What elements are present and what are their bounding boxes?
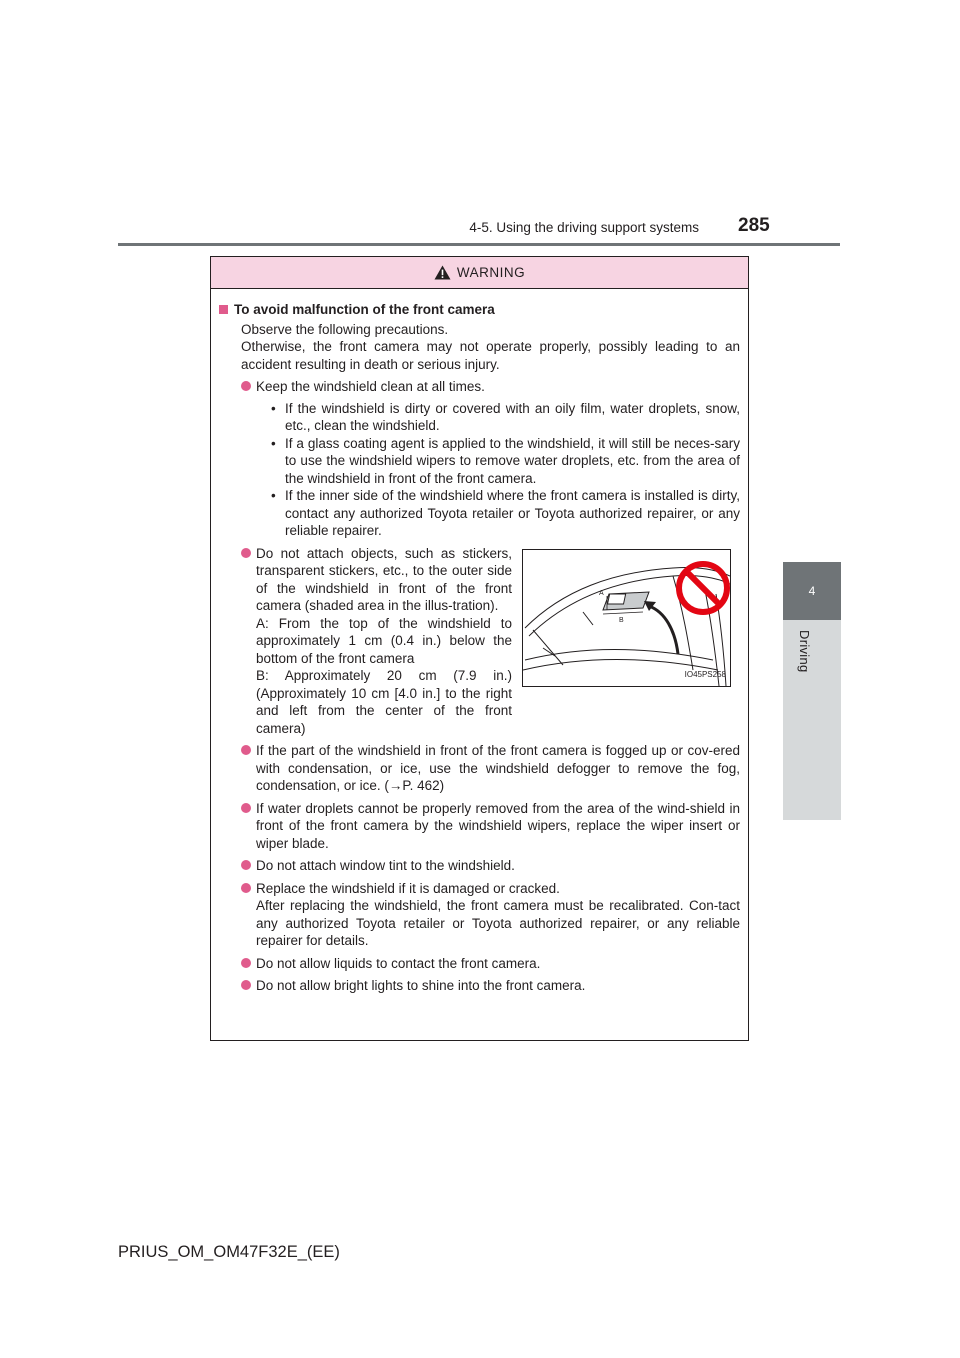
note-a: A: From the top of the windshield to approximately 1 cm (0.4 in.) below the bottom of the front camera bbox=[256, 615, 512, 666]
sub-list bbox=[256, 400, 740, 540]
chapter-number-tab: 4 bbox=[783, 562, 841, 620]
label-b: B bbox=[619, 616, 624, 624]
bullet-mark: • bbox=[271, 400, 276, 416]
round-bullet-icon bbox=[241, 883, 251, 893]
sub-list-item-text: If a glass coating agent is applied to the windshield, it will still be neces-sary to use the windshield wipers to remove water droplets, etc. from the area of the windshield in front of the front camera. bbox=[285, 435, 740, 486]
bullet-mark: • bbox=[271, 488, 276, 503]
warning-header bbox=[211, 257, 748, 289]
warning-title-text: To avoid malfunction of the front camera bbox=[234, 302, 495, 317]
round-bullet-icon bbox=[241, 381, 251, 391]
list-item bbox=[241, 378, 740, 540]
warning-box bbox=[210, 256, 749, 1041]
chapter-label: Driving bbox=[797, 630, 812, 673]
warning-body bbox=[211, 289, 748, 995]
header-divider bbox=[118, 243, 840, 246]
document-code: PRIUS_OM_OM47F32E_(EE) bbox=[118, 1243, 340, 1261]
label-a: A bbox=[599, 589, 604, 597]
prohibition-icon bbox=[679, 564, 727, 612]
list-item-text: Do not attach window tint to the windshield. bbox=[256, 858, 515, 873]
warning-triangle-icon bbox=[434, 265, 451, 280]
sub-list-item bbox=[271, 435, 740, 488]
sub-list-item-text: If the inner side of the windshield where the front camera is installed is dirty, contact any authorized Toyota retailer or Toyota authorized repairer, or any reliable repairer. bbox=[285, 488, 740, 538]
round-bullet-icon bbox=[241, 745, 251, 755]
page-number: 285 bbox=[738, 215, 770, 236]
chapter-strip bbox=[783, 620, 841, 820]
bullet-mark: • bbox=[271, 435, 276, 451]
round-bullet-icon bbox=[241, 958, 251, 968]
intro-line-1: Observe the following precautions. bbox=[241, 321, 449, 337]
warning-title bbox=[219, 301, 740, 319]
list-item bbox=[241, 977, 740, 995]
illustrated-item-row bbox=[241, 545, 740, 738]
round-bullet-icon bbox=[241, 860, 251, 870]
list-item bbox=[241, 955, 740, 973]
round-bullet-icon bbox=[241, 980, 251, 990]
note-b: B: Approximately 20 cm (7.9 in.) (Approximately 10 cm [4.0 in.] to the right and left from the center of the front camera) bbox=[256, 668, 512, 736]
square-bullet-icon bbox=[219, 305, 228, 314]
round-bullet-icon bbox=[241, 803, 251, 813]
sub-list-item bbox=[271, 400, 740, 435]
list-item-text: Do not attach objects, such as stickers, transparent stickers, etc., to the outer side of the windshield in front of the front camera (shaded area in the illus-tration). bbox=[256, 545, 512, 613]
list-item bbox=[241, 742, 740, 795]
windshield-camera-illustration bbox=[522, 549, 731, 687]
list-item-text: Replace the windshield if it is damaged or cracked. bbox=[256, 880, 560, 896]
list-item bbox=[241, 800, 740, 853]
sub-list-item-text: If the windshield is dirty or covered with an oily film, water droplets, snow, etc., clean the windshield. bbox=[285, 400, 740, 433]
list-item-text: Keep the windshield clean at all times. bbox=[256, 379, 485, 394]
list-item bbox=[241, 880, 740, 950]
list-item-text: Do not allow bright lights to shine into the front camera. bbox=[256, 978, 586, 993]
round-bullet-icon bbox=[241, 548, 251, 558]
section-title: 4-5. Using the driving support systems bbox=[469, 220, 699, 235]
intro-text bbox=[219, 321, 740, 374]
list-item-text: If the part of the windshield in front of the front camera is fogged up or cov-ered with condensation, or ice, use the windshield defogger to remove the fog, condensation, or ice. (→P. 462) bbox=[256, 743, 740, 793]
list-item bbox=[241, 545, 512, 738]
list-item-text: Do not allow liquids to contact the front camera. bbox=[256, 955, 541, 971]
warning-heading: WARNING bbox=[456, 265, 526, 280]
sub-list-item bbox=[271, 487, 740, 540]
list-item-text-2: After replacing the windshield, the front camera must be recalibrated. Con-tact any authorized Toyota retailer or Toyota authorized repairer, or any reliable repairer for details. bbox=[256, 898, 740, 948]
intro-line-2: Otherwise, the front camera may not operate properly, possibly leading to an accident resulting in death or serious injury. bbox=[241, 339, 740, 372]
list-item-text: If water droplets cannot be properly removed from the area of the wind-shield in front of the front camera by the windshield wipers, replace the wiper insert or wiper blade. bbox=[256, 800, 740, 851]
illustration-code: IO45PS258 bbox=[684, 670, 726, 679]
list-item bbox=[241, 857, 740, 875]
